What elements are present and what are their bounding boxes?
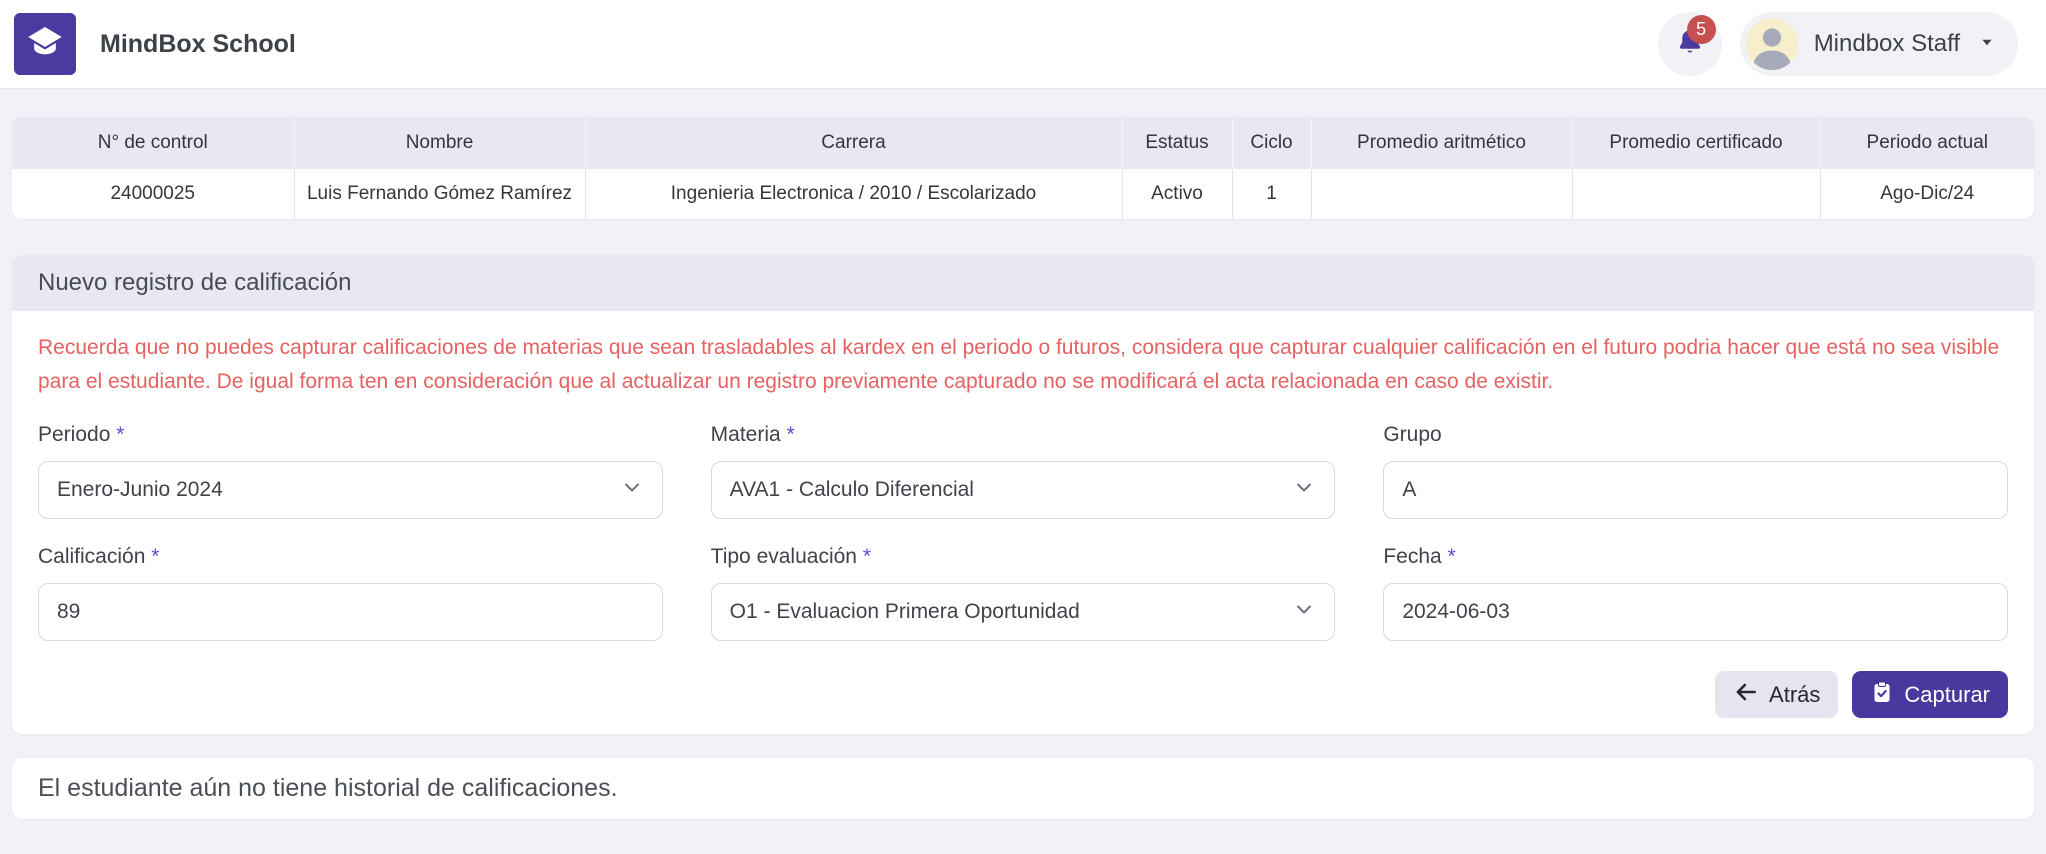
back-button-label: Atrás: [1769, 681, 1821, 707]
field-tipo-evaluacion: [711, 545, 1336, 641]
form-section-title: Nuevo registro de calificación: [12, 255, 2034, 311]
tipo-evaluacion-select[interactable]: [711, 583, 1336, 641]
field-calificacion: [38, 545, 663, 641]
cell-student-name: Luis Fernando Gómez Ramírez: [294, 169, 585, 219]
column-header-periodo-actual: Periodo actual: [1820, 117, 2034, 169]
clipboard-check-icon: [1870, 680, 1894, 710]
cell-estatus: Activo: [1122, 169, 1232, 219]
required-asterisk: *: [151, 545, 160, 568]
calificacion-label-text: Calificación: [38, 545, 146, 568]
fecha-input[interactable]: [1383, 583, 2008, 641]
app-logo: [14, 13, 76, 75]
calificacion-input[interactable]: [38, 583, 663, 641]
back-button[interactable]: [1715, 671, 1838, 718]
avatar: [1746, 18, 1798, 70]
tipo-evaluacion-label-text: Tipo evaluación: [710, 545, 857, 568]
capture-button[interactable]: [1852, 671, 2008, 718]
column-header-ciclo: Ciclo: [1232, 117, 1311, 169]
fecha-label: [1383, 545, 2008, 569]
table-header-row: [12, 117, 2034, 169]
grupo-label-text: Grupo: [1383, 423, 1442, 446]
column-header-promedio-certificado: Promedio certificado: [1572, 117, 1820, 169]
form-actions: [12, 641, 2034, 734]
grupo-label: [1383, 423, 2008, 447]
materia-label-text: Materia: [710, 423, 781, 446]
required-asterisk: *: [786, 423, 795, 446]
user-name: Mindbox Staff: [1813, 30, 1960, 57]
caret-down-icon: [1976, 31, 1998, 58]
periodo-label-text: Periodo: [38, 423, 111, 446]
top-bar-actions: [1658, 12, 2018, 76]
top-bar: [0, 0, 2046, 89]
column-header-control: N° de control: [12, 117, 294, 169]
column-header-nombre: Nombre: [294, 117, 585, 169]
required-asterisk: *: [1447, 545, 1456, 568]
page-title: MindBox School: [100, 29, 296, 58]
materia-selected-value: AVA1 - Calculo Diferencial: [729, 478, 974, 501]
arrow-left-icon: [1733, 679, 1759, 711]
field-grupo: [1383, 423, 2008, 519]
field-materia: [711, 423, 1336, 519]
chevron-down-icon: [1292, 475, 1316, 505]
cell-control-number: 24000025: [12, 169, 294, 219]
notification-count-badge: 5: [1687, 15, 1716, 44]
calificacion-label: [38, 545, 663, 569]
required-asterisk: *: [116, 423, 125, 446]
chevron-down-icon: [1292, 597, 1316, 627]
form-fields: [12, 399, 2034, 641]
graduation-cap-logo-icon: [25, 22, 65, 67]
grupo-input[interactable]: [1383, 461, 2008, 519]
field-periodo: [38, 423, 663, 519]
cell-promedio-certificado: [1572, 169, 1820, 219]
column-header-promedio-aritmetico: Promedio aritmético: [1311, 117, 1572, 169]
chevron-down-icon: [620, 475, 644, 505]
tipo-evaluacion-label: [711, 545, 1336, 569]
column-header-estatus: Estatus: [1122, 117, 1232, 169]
new-grade-form: [12, 255, 2034, 734]
required-asterisk: *: [862, 545, 872, 568]
column-header-carrera: Carrera: [585, 117, 1122, 169]
cell-ciclo: 1: [1232, 169, 1311, 219]
warning-message: Recuerda que no puedes capturar calificaciones de materias que sean trasladables al kardex en el periodo o futuros, considera que capturar cualquier calificación en el futuro podria hacer que está no sea visible para el estudiante. De igual forma ten en consideración que al actualizar un registro previamente capturado no se modificará el acta relacionada en caso de existir.: [38, 336, 2000, 393]
cell-promedio-aritmetico: [1311, 169, 1572, 219]
periodo-select[interactable]: [38, 461, 663, 519]
tipo-evaluacion-selected-value: O1 - Evaluacion Primera Oportunidad: [729, 600, 1080, 623]
cell-carrera: Ingenieria Electronica / 2010 / Escolarizado: [585, 169, 1122, 219]
field-fecha: [1383, 545, 2008, 641]
materia-select[interactable]: [711, 461, 1336, 519]
student-info-table: [12, 117, 2034, 219]
capture-button-label: Capturar: [1904, 681, 1990, 707]
notifications-button[interactable]: [1658, 12, 1722, 76]
periodo-selected-value: Enero-Junio 2024: [57, 478, 223, 501]
grade-history-empty: [12, 758, 2034, 819]
history-empty-message: El estudiante aún no tiene historial de calificaciones.: [38, 774, 618, 802]
fecha-label-text: Fecha: [1383, 545, 1442, 568]
materia-label: [711, 423, 1336, 447]
table-row: [12, 169, 2034, 219]
cell-periodo-actual: Ago-Dic/24: [1820, 169, 2034, 219]
user-menu[interactable]: [1740, 12, 2018, 76]
periodo-label: [38, 423, 663, 447]
